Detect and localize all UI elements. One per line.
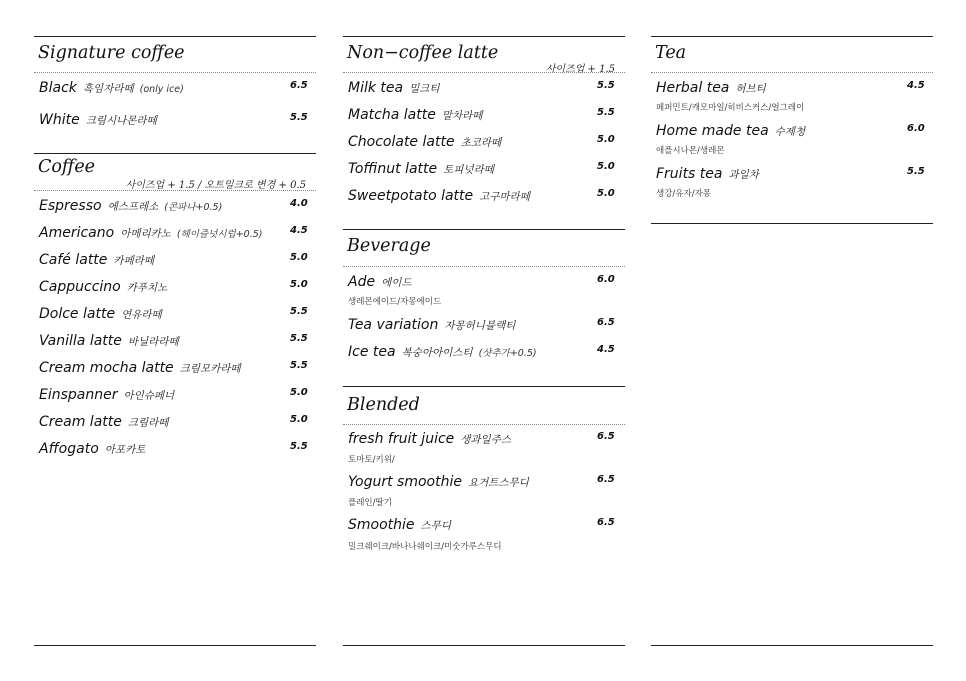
section-divider xyxy=(651,72,933,73)
item-korean-name: 크림모카라떼 xyxy=(179,363,241,375)
item-name: Americano xyxy=(39,225,115,241)
menu-item-cafe-latte xyxy=(39,249,306,269)
menu-item-ade xyxy=(348,271,615,291)
item-options: 토마토/키위/ xyxy=(348,455,395,465)
item-options: 생레몬에이드/자몽에이드 xyxy=(348,297,442,307)
item-note: (콘파나+0.5) xyxy=(164,202,223,213)
item-options: 플레인/딸기 xyxy=(348,498,392,508)
item-korean-name: 토피넛라떼 xyxy=(443,164,494,176)
item-price: 5.0 xyxy=(597,161,615,172)
item-price: 5.5 xyxy=(290,333,308,344)
item-name: Matcha latte xyxy=(348,107,436,123)
item-name: Dolce latte xyxy=(39,306,116,322)
menu-item-ice-tea xyxy=(348,341,615,361)
item-price: 5.0 xyxy=(597,188,615,199)
column-bottom-rule xyxy=(343,645,625,646)
item-korean-name: 아메리카노 xyxy=(120,228,171,240)
section-rule xyxy=(34,36,316,37)
item-korean-name: 에스프레소 xyxy=(107,201,159,213)
section-rule xyxy=(651,36,933,37)
item-korean-name: 아인슈페너 xyxy=(123,390,175,402)
menu-item-cream-latte xyxy=(39,411,306,431)
item-korean-name: 말차라떼 xyxy=(441,110,483,122)
item-name: Affogato xyxy=(39,441,99,457)
menu-item-white xyxy=(39,109,306,129)
item-price: 5.0 xyxy=(597,134,615,145)
menu-item-chocolate-latte xyxy=(348,131,615,151)
item-price: 6.5 xyxy=(597,474,615,485)
menu-column-2 xyxy=(343,0,625,681)
section-note: 사이즈업 + 1.5 xyxy=(545,64,615,75)
item-name: Espresso xyxy=(39,198,102,214)
menu-item-dolce-latte xyxy=(39,303,306,323)
item-name: Herbal tea xyxy=(656,80,730,96)
section-rule xyxy=(343,36,625,37)
item-korean-name: 밀크티 xyxy=(409,83,440,95)
item-korean-name: 흑임자라떼 xyxy=(82,83,134,95)
item-korean-name: 크림시나몬라떼 xyxy=(85,115,157,127)
menu-item-fruits-tea xyxy=(656,163,923,183)
item-price: 6.0 xyxy=(597,274,615,285)
item-price: 4.5 xyxy=(907,80,925,91)
item-name: Home made tea xyxy=(656,123,769,139)
section-divider xyxy=(343,72,625,73)
item-korean-name: 허브티 xyxy=(735,83,766,95)
menu-item-americano xyxy=(39,222,306,242)
section-rule xyxy=(343,386,625,387)
item-korean-name: 카페라떼 xyxy=(113,255,154,267)
item-price: 5.0 xyxy=(290,387,308,398)
item-korean-name: 연유라떼 xyxy=(121,309,162,321)
item-korean-name: 아포카토 xyxy=(104,444,146,456)
menu-item-smoothie xyxy=(348,514,615,534)
section-rule xyxy=(651,223,933,224)
item-korean-name: 자몽허니블랙티 xyxy=(444,320,516,332)
section-title-blended: Blended xyxy=(347,395,420,415)
menu-column-3 xyxy=(651,0,933,681)
menu-item-matcha-latte xyxy=(348,104,615,124)
item-price: 6.5 xyxy=(597,517,615,528)
section-rule xyxy=(343,229,625,230)
item-korean-name: 수제청 xyxy=(774,126,806,138)
item-korean-name: 생과일주스 xyxy=(460,434,511,446)
section-divider xyxy=(34,190,316,191)
item-name: Toffinut latte xyxy=(348,161,438,177)
item-korean-name: 에이드 xyxy=(381,277,412,289)
menu-item-vanilla-latte xyxy=(39,330,306,350)
item-korean-name: 스무디 xyxy=(420,520,451,532)
section-title-tea: Tea xyxy=(655,43,687,63)
menu-item-home-made-tea xyxy=(656,120,923,140)
section-title-signature: Signature coffee xyxy=(38,43,185,63)
item-name: Cream latte xyxy=(39,414,122,430)
item-price: 5.0 xyxy=(290,279,308,290)
item-price: 5.5 xyxy=(290,306,308,317)
item-name: Vanilla latte xyxy=(39,333,122,349)
item-price: 5.5 xyxy=(290,360,308,371)
item-options: 페퍼민트/캐모마일/히비스커스/얼그레이 xyxy=(656,103,805,113)
item-price: 5.5 xyxy=(907,166,925,177)
item-options: 생강/유자/자몽 xyxy=(656,189,711,199)
item-price: 6.0 xyxy=(907,123,925,134)
item-name: Fruits tea xyxy=(656,166,723,182)
section-title-beverage: Beverage xyxy=(347,236,431,256)
item-korean-name: 바닐라라떼 xyxy=(127,336,179,348)
section-note: 사이즈업 + 1.5 / 오트밀크로 변경 + 0.5 xyxy=(125,180,306,191)
item-price: 5.5 xyxy=(597,80,615,91)
item-options: 애플시나몬/생레몬 xyxy=(656,146,725,156)
item-name: fresh fruit juice xyxy=(348,431,455,447)
item-name: White xyxy=(39,112,80,128)
section-title-coffee: Coffee xyxy=(38,157,96,177)
item-korean-name: 카푸치노 xyxy=(126,282,168,294)
menu-item-black xyxy=(39,77,306,97)
section-divider xyxy=(34,72,316,73)
item-korean-name: 복숭아아이스티 xyxy=(401,347,473,359)
item-name: Tea variation xyxy=(348,317,439,333)
item-name: Sweetpotato latte xyxy=(348,188,474,204)
item-price: 4.0 xyxy=(290,198,308,209)
item-note: (only ice) xyxy=(139,84,184,95)
section-divider xyxy=(343,424,625,425)
item-price: 5.5 xyxy=(290,441,308,452)
item-name: Einspanner xyxy=(39,387,118,403)
section-rule xyxy=(34,153,316,154)
column-bottom-rule xyxy=(651,645,933,646)
item-name: Yogurt smoothie xyxy=(348,474,462,490)
column-bottom-rule xyxy=(34,645,316,646)
menu-item-toffinut-latte xyxy=(348,158,615,178)
item-price: 5.0 xyxy=(290,414,308,425)
item-korean-name: 고구마라떼 xyxy=(479,191,530,203)
menu-item-cappuccino xyxy=(39,276,306,296)
menu-item-milk-tea xyxy=(348,77,615,97)
item-price: 5.5 xyxy=(597,107,615,118)
menu-item-herbal-tea xyxy=(656,77,923,97)
menu-column-1 xyxy=(34,0,316,681)
section-divider xyxy=(343,266,625,267)
item-price: 6.5 xyxy=(597,317,615,328)
menu-item-einspanner xyxy=(39,384,306,404)
item-name: Chocolate latte xyxy=(348,134,455,150)
menu-item-cream-mocha-latte xyxy=(39,357,306,377)
item-korean-name: 요거트스무디 xyxy=(467,477,529,489)
item-options: 밀크쉐이크/바나나쉐이크/미숫가루스무디 xyxy=(348,542,502,552)
item-note: (샷추가+0.5) xyxy=(478,348,537,359)
menu-item-espresso xyxy=(39,195,306,215)
item-note: (헤이즐넛시럽+0.5) xyxy=(176,229,263,240)
item-price: 5.5 xyxy=(290,112,308,123)
item-price: 4.5 xyxy=(597,344,615,355)
item-price: 5.0 xyxy=(290,252,308,263)
item-name: Cream mocha latte xyxy=(39,360,174,376)
item-name: Milk tea xyxy=(348,80,404,96)
section-title-noncoffee: Non−coffee latte xyxy=(347,43,499,63)
item-name: Black xyxy=(39,80,77,96)
item-korean-name: 과일차 xyxy=(728,169,759,181)
item-name: Café latte xyxy=(39,252,108,268)
menu-item-sweetpotato-latte xyxy=(348,185,615,205)
menu-item-tea-variation xyxy=(348,314,615,334)
item-price: 6.5 xyxy=(597,431,615,442)
item-price: 4.5 xyxy=(290,225,308,236)
item-name: Smoothie xyxy=(348,517,415,533)
item-korean-name: 크림라떼 xyxy=(127,417,169,429)
item-name: Cappuccino xyxy=(39,279,121,295)
menu-item-fresh-fruit-juice xyxy=(348,428,615,448)
item-name: Ice tea xyxy=(348,344,396,360)
item-price: 6.5 xyxy=(290,80,308,91)
menu-item-yogurt-smoothie xyxy=(348,471,615,491)
item-name: Ade xyxy=(348,274,376,290)
item-korean-name: 초코라떼 xyxy=(460,137,502,149)
menu-item-affogato xyxy=(39,438,306,458)
